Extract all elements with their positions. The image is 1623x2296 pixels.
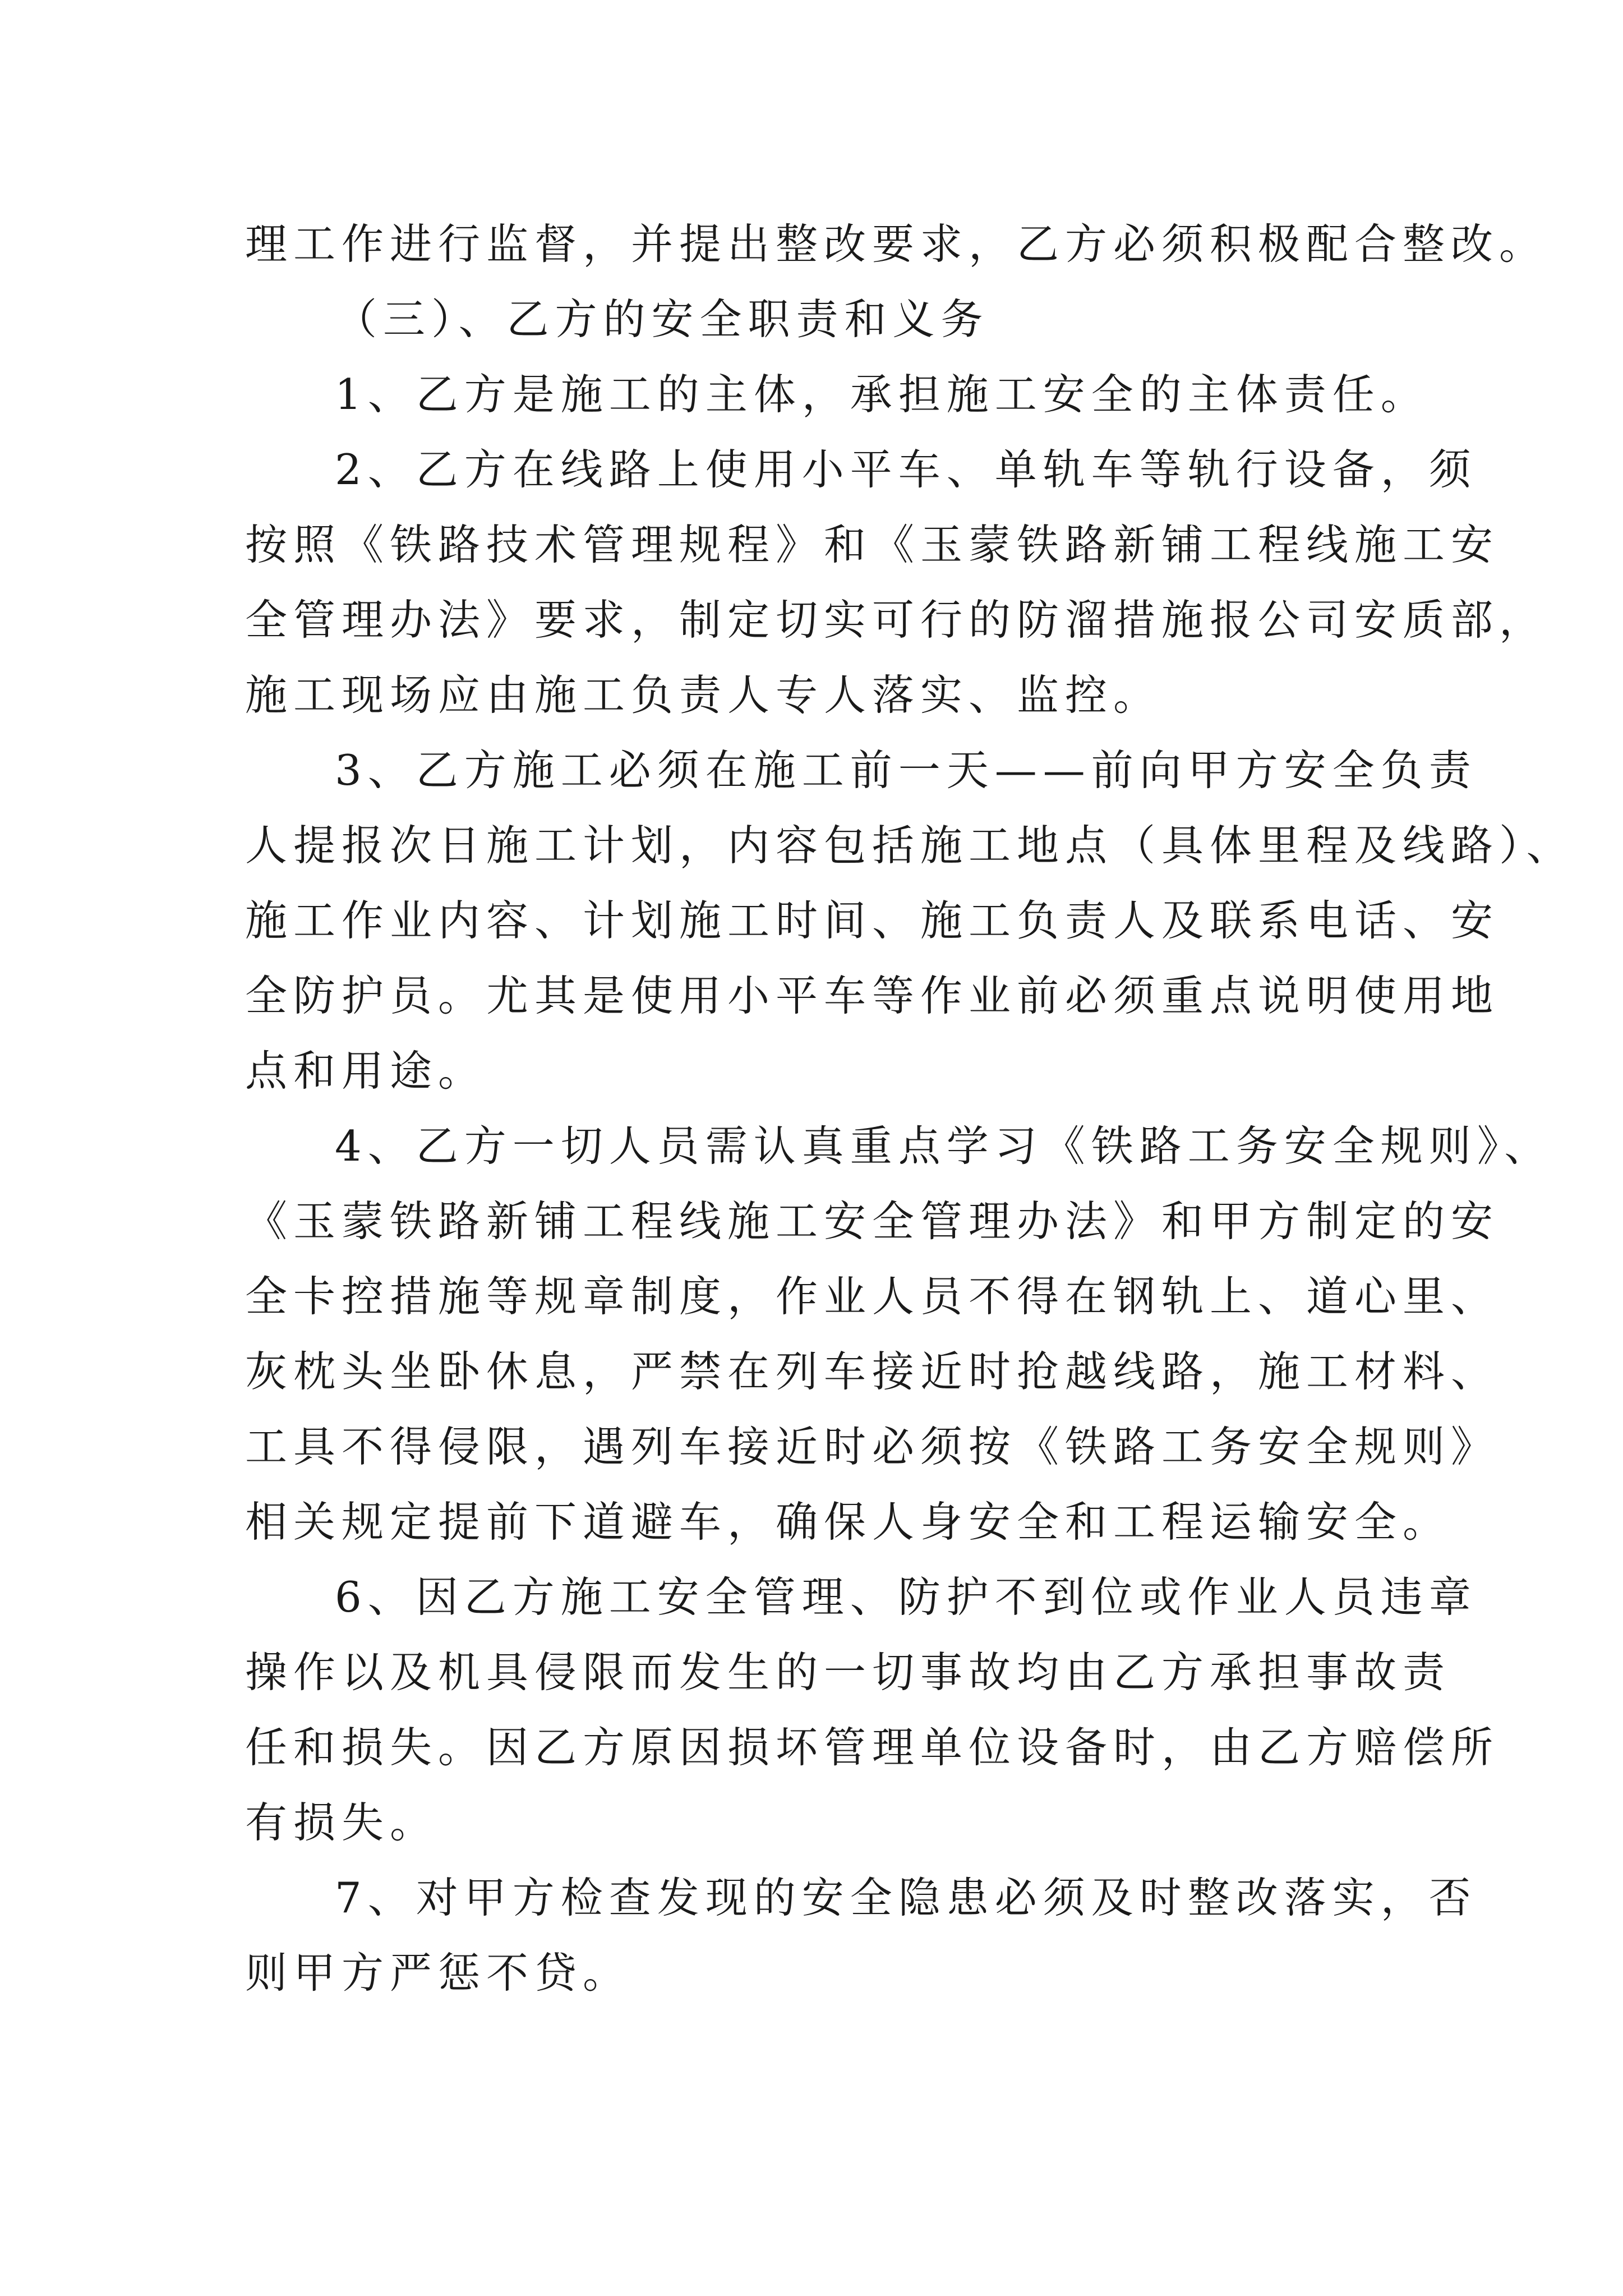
text-line: 《玉蒙铁路新铺工程线施工安全管理办法》和甲方制定的安: [245, 1197, 1500, 1246]
text-line: 全卡控措施等规章制度，作业人员不得在钢轨上、道心里、: [245, 1272, 1500, 1321]
text-line: 6、因乙方施工安全管理、防护不到位或作业人员违章: [335, 1572, 1477, 1622]
section-heading: （三）、乙方的安全职责和义务: [335, 295, 989, 344]
text-line: 任和损失。因乙方原因损坏管理单位设备时，由乙方赔偿所: [245, 1723, 1500, 1772]
text-line: 7、对甲方检查发现的安全隐患必须及时整改落实，否: [335, 1873, 1477, 1922]
text-line: 3、乙方施工必须在施工前一天——前向甲方安全负责: [335, 746, 1477, 795]
text-line: 点和用途。: [245, 1046, 487, 1096]
text-line: 工具不得侵限，遇列车接近时必须按《铁路工务安全规则》: [245, 1422, 1500, 1471]
text-line: 全管理办法》要求，制定切实可行的防溜措施报公司安质部，: [245, 595, 1548, 645]
text-line: 有损失。: [245, 1798, 439, 1847]
text-line: 4、乙方一切人员需认真重点学习《铁路工务安全规则》、: [335, 1121, 1553, 1171]
text-line: 2、乙方在线路上使用小平车、单轨车等轨行设备，须: [335, 445, 1477, 494]
text-line: 操作以及机具侵限而发生的一切事故均由乙方承担事故责: [245, 1648, 1451, 1697]
text-line: 1、乙方是施工的主体，承担施工安全的主体责任。: [335, 370, 1429, 419]
text-line: 人提报次日施工计划，内容包括施工地点（具体里程及线路）、: [245, 821, 1575, 870]
text-line: 灰枕头坐卧休息，严禁在列车接近时抢越线路，施工材料、: [245, 1347, 1500, 1396]
text-line: 理工作进行监督，并提出整改要求，乙方必须积极配合整改。: [245, 219, 1548, 269]
text-line: 施工现场应由施工负责人专人落实、监控。: [245, 670, 1162, 720]
text-line: 则甲方严惩不贷。: [245, 1948, 631, 1998]
text-line: 按照《铁路技术管理规程》和《玉蒙铁路新铺工程线施工安: [245, 520, 1500, 569]
text-line: 施工作业内容、计划施工时间、施工负责人及联系电话、安: [245, 896, 1500, 945]
text-line: 全防护员。尤其是使用小平车等作业前必须重点说明使用地: [245, 971, 1500, 1020]
text-line: 相关规定提前下道避车，确保人身安全和工程运输安全。: [245, 1497, 1451, 1547]
